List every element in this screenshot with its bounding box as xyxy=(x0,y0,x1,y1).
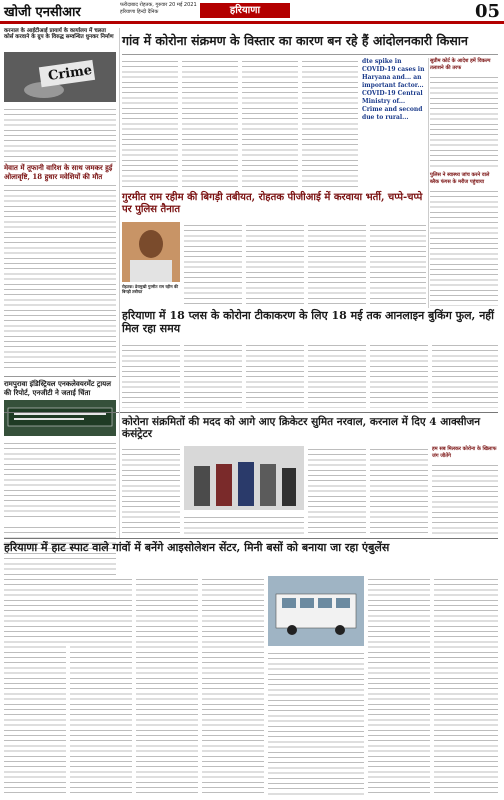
isolation-headline: हरियाणा में हाट स्पाट वाले गांवों में बनेंगे आइसोलेशन सेंटर, मिनी बसों को बनाया जा रहा एंबुलेंस xyxy=(4,541,390,554)
bus-icon xyxy=(268,576,364,646)
iso-col-2 xyxy=(70,576,132,796)
ram-rahim-col-1 xyxy=(184,222,242,306)
tribunal-photo xyxy=(4,400,116,436)
ram-rahim-col-4 xyxy=(370,222,426,306)
portrait-icon xyxy=(122,222,180,282)
ram-rahim-photo xyxy=(122,222,180,282)
cricket-col-2 xyxy=(184,514,304,534)
ram-rahim-caption: रोहतक। डेरामुखी गुरमीत राम रहीम की बिगड़ी तबीयत xyxy=(122,284,179,294)
vacc-col-2 xyxy=(184,342,242,408)
cricketer-rule xyxy=(4,412,498,413)
iso-col-3 xyxy=(136,576,198,796)
tribunal-rule xyxy=(4,376,116,377)
side-1-body xyxy=(430,74,498,170)
isolation-rule xyxy=(4,538,498,539)
together-headline: हम सब मिलकर कोरोना के खिलाफ जंग जीतेंगे xyxy=(432,446,497,459)
vaccination-headline: हरियाणा में 18 प्लस के कोरोना टीकाकरण के लिए 18 मई तक आनलाइन बुकिंग फुल, नहीं मिल रहा समय xyxy=(122,309,495,335)
supreme-court-headline: सुप्रीम कोर्ट के आदेश हमें विकल्प तलाशने की तरफ xyxy=(430,58,491,71)
side-2-body xyxy=(430,188,498,306)
iso-col-5 xyxy=(268,650,364,796)
masthead-title: खोजी एनसीआर xyxy=(4,5,81,20)
crime-photo-label: Crime xyxy=(47,62,94,85)
masthead-tagline: हरियाणा हिन्दी दैनिक xyxy=(120,9,159,15)
lead-col-2 xyxy=(182,58,238,188)
vacc-col-4 xyxy=(308,342,366,408)
section-label: हरियाणा xyxy=(200,3,290,18)
lead-col-3 xyxy=(242,58,298,188)
page-number: 05 xyxy=(474,1,500,22)
lead-headline: गांव में कोरोना संक्रमण के विस्तार का कारण बन रहे हैं आंदोलनकारी किसान xyxy=(122,33,468,48)
vacc-col-6 xyxy=(432,342,498,408)
tribunal-headline: रामपुरावा इंडिस्ट्रियल एनकलेवयरमेंट ट्रायल की रिपोर्ट, एनजीटी ने जताई चिंता xyxy=(4,379,111,397)
column-divider xyxy=(119,28,120,538)
iso-col-7 xyxy=(434,576,498,796)
tribunal-body xyxy=(4,440,116,520)
group-photo-icon xyxy=(184,446,304,510)
tribunal-sign-icon xyxy=(4,400,116,436)
vacc-col-5 xyxy=(370,342,428,408)
crime-body xyxy=(4,106,116,162)
black-fungus-headline: पुलिस ने स्वास्थ्य जांच करने वाले ब्लैक फंगस के मरीज पहुंचाया xyxy=(430,172,490,185)
vacc-col-1 xyxy=(122,342,180,408)
crime-headline: करनाल के आईटीआई प्रायार्य के कार्यालय में चलता कोर्स करवाने के ग्रुप के विरुद्ध सम्वन्धित धुनकर निर्माण xyxy=(4,28,114,41)
cricketer-photo xyxy=(184,446,304,510)
vacc-col-3 xyxy=(246,342,304,408)
ram-rahim-col-2 xyxy=(246,222,304,306)
lead-col-4 xyxy=(302,58,358,188)
lead-rule xyxy=(122,54,498,55)
ram-rahim-col-3 xyxy=(308,222,366,306)
dateline-text: फरीदाबाद रोहतक, गुरुवार 20 मई 2021 xyxy=(120,2,197,8)
column-divider xyxy=(428,58,429,308)
iso-col-1 xyxy=(4,576,66,796)
side-3-body xyxy=(432,462,498,534)
mewat-body xyxy=(4,182,116,372)
cricketer-headline: कोरोना संक्रमितों की मदद को आगे आए क्रिकेटर सुमित नरवाल, करनाल में दिए 4 आक्सीजन कंसंट्रेटर xyxy=(122,416,481,441)
cricket-col-3 xyxy=(308,446,366,534)
cricket-col-4 xyxy=(370,446,428,534)
dateline xyxy=(120,2,197,16)
iso-col-4 xyxy=(202,576,264,796)
cricket-col-1 xyxy=(122,446,180,534)
lead-col-1 xyxy=(122,58,178,188)
mewat-hail-headline: मेवात में तूफानी वारिश के साथ जमकर हुई ओलावृष्टि, 18 हुधार मवेशियों की मौत xyxy=(4,163,113,181)
lead-english-highlight: dte spike in COVID-19 cases in Haryana and... an important factor... COVID-19 Central Ministry of... Crime and second due to rural... xyxy=(362,58,425,121)
iso-col-6 xyxy=(368,576,430,796)
crime-photo xyxy=(4,52,116,102)
bus-photo xyxy=(268,576,364,646)
ram-rahim-headline: गुरमीत राम रहीम की बिगड़ी तबीयत, रोहतक पीजीआई में करवाया भर्ती, चप्पे-चप्पे पर पुलिस तैनात xyxy=(122,192,423,215)
